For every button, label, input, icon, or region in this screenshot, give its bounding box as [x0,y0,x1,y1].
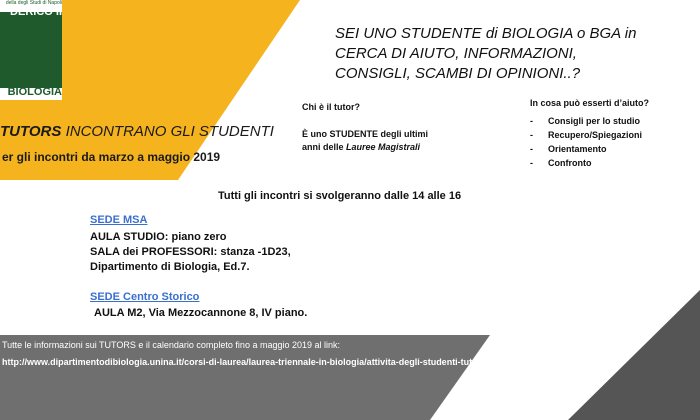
headline-line-3: CONSIGLI, SCAMBI DI OPINIONI..? [335,65,581,82]
help-item: - Orientamento [530,144,607,154]
tutor-answer-italic: Lauree Magistrali [346,142,421,152]
help-question: In cosa può esserti d’aiuto? [530,98,650,108]
sede-msa-title: SEDE MSA [90,214,148,226]
help-list [530,114,642,170]
department-logo [0,0,62,100]
sede-msa-details [90,230,291,275]
sede-centro-storico-title: SEDE Centro Storico [90,291,200,303]
sede-msa-line: AULA STUDIO: piano zero [90,231,227,243]
help-item-label: Confronto [548,158,592,168]
tutors-headline [0,123,274,140]
tutor-answer-line-1: È uno STUDENTE degli ultimi [302,129,428,139]
footer-info: Tutte le informazioni sui TUTORS e il calendario completo fino a maggio 2019 al link: [2,340,341,350]
period-text: er gli incontri da marzo a maggio 2019 [2,150,221,164]
logo-green-field [0,12,62,88]
tutor-question: Chi è il tutor? [302,102,360,112]
logo-university-name: DERICO II [10,6,62,18]
headline [335,24,636,84]
sede-msa-line: Dipartimento di Biologia, Ed.7. [90,261,250,273]
sede-centro-storico-details: AULA M2, Via Mezzocannone 8, IV piano. [94,307,308,319]
tutor-answer-prefix: anni delle [302,142,347,152]
logo-department-text: PARTIMENTO DI [23,80,62,86]
headline-line-2: CERCA DI AIUTO, INFORMAZIONI, [335,45,577,62]
logo-biology-text: BIOLOGIA [7,86,62,98]
headline-line-1: SEI UNO STUDENTE di BIOLOGIA o BGA in [335,25,637,42]
help-item-label: Recupero/Spiegazioni [548,130,643,140]
help-item: - Recupero/Spiegazioni [530,130,643,140]
dark-gray-corner [568,290,700,420]
help-item-label: Orientamento [548,144,607,154]
sede-msa-line: SALA dei PROFESSORI: stanza -1D23, [90,246,291,258]
logo-university-text: della degli Studi di Napoli [5,0,62,6]
schedule-text: Tutti gli incontri si svolgeranno dalle 14 alle 16 [218,190,462,202]
tutor-answer [302,128,428,154]
footer-link[interactable]: http://www.dipartimentodibiologia.unina.it/corsi-di-laurea/laurea-triennale-in-biologia/attivita-degli-studenti-tutors/ [2,357,489,367]
help-item: - Confronto [530,158,592,168]
help-item: - Consigli per lo studio [530,116,640,126]
tutors-word: TUTORS [0,123,62,140]
tutors-rest: INCONTRANO GLI STUDENTI [61,123,274,140]
help-item-label: Consigli per lo studio [548,116,640,126]
